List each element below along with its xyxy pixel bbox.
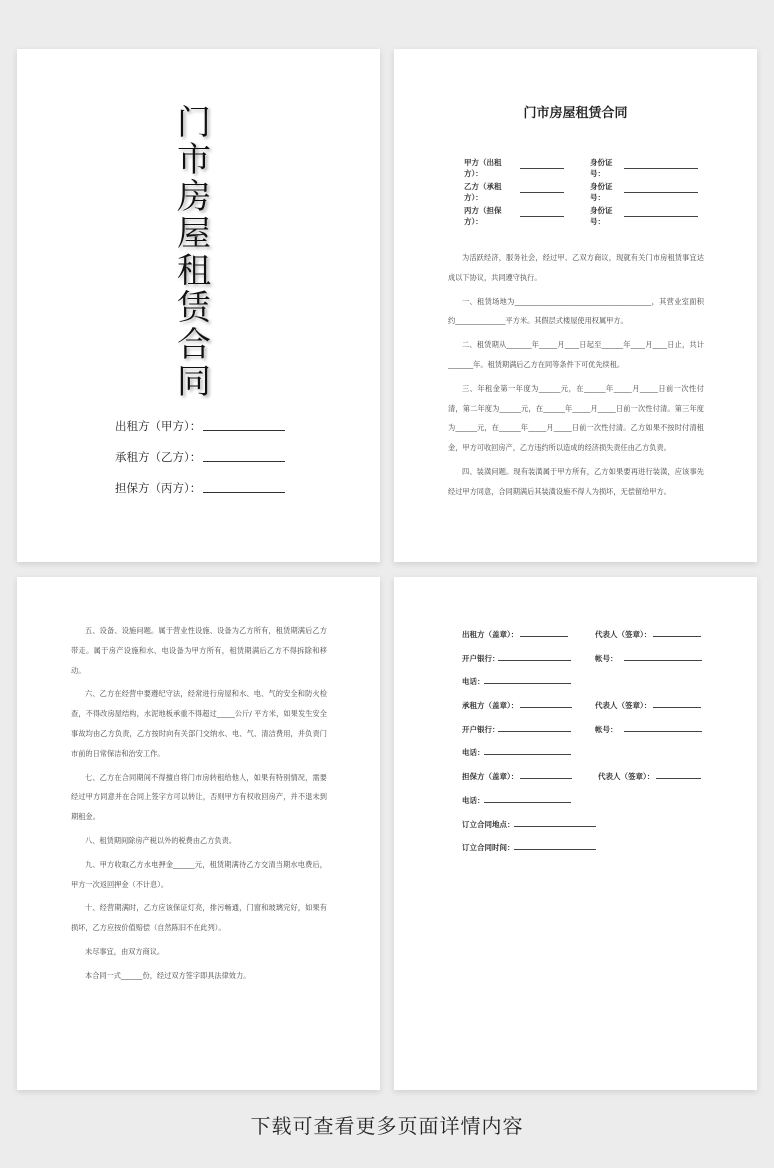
cover-title-char: 合 — [177, 325, 211, 365]
sig-time-blank — [514, 849, 596, 850]
signature-page — [394, 577, 757, 1090]
sig-phone-label: 电话： — [462, 795, 485, 805]
sig-guarantor-row — [462, 765, 712, 789]
sig-phone-label: 电话： — [462, 748, 485, 758]
sig-place-blank — [514, 826, 596, 827]
sig-rep-blank — [653, 636, 701, 637]
party-c-blank — [520, 216, 564, 217]
cover-lessor-blank — [203, 430, 285, 431]
sig-bank-blank — [498, 731, 571, 732]
party-b-label: 乙方（承租方）： — [464, 182, 502, 202]
party-a-id-label: 身份证号： — [590, 158, 613, 178]
clause-paragraph: 六、乙方在经营中要遵纪守法，经常进行房屋和水、电、气的安全和防火检查，不得改房屋结构，水泥地板承重不得超过_____公斤/ 平方米，如果发生安全事故均由乙方负责，乙方按时向有关部门交纳水、电、气、清洁费用，并负责门市前的日常保洁和治安工作。 — [71, 689, 327, 758]
sig-place-row — [462, 813, 712, 837]
party-b-row — [464, 180, 714, 204]
clause-paragraph: 七、乙方在合同期间不得擅自将门市房转租给他人，如果有特别情况，需要经过甲方同意并在合同上签字方可以转让，否则甲方有权收回房产，并不退未到期租金。 — [71, 772, 327, 822]
cover-title-char: 同 — [177, 362, 211, 402]
contract-body-1 — [448, 248, 704, 506]
party-b-id-blank — [624, 192, 698, 193]
clause-paragraph: 九、甲方收取乙方水电押金______元，租赁期满待乙方交清当期水电费后，甲方一次返回押金（不计息）。 — [71, 859, 327, 889]
clause-paragraph: 三、年租金第一年度为______元，在______年_____月_____日前一次性付清，第二年度为______元，在______年_____月_____日前一次性付清。第三年度为______元，在______年_____月_____日前一次性付清。乙方如果不按时付清租金，甲方可收回房产，乙方违约所以造成的经济损失责任由乙方负责。 — [448, 383, 704, 453]
cover-title-char: 房 — [177, 177, 211, 217]
sig-bank-blank — [498, 660, 571, 661]
clause-paragraph: 未尽事宜，由双方商议。 — [85, 946, 165, 956]
clause-paragraph: 四、装潢问题。现有装潢属于甲方所有，乙方如果要再进行装潢，应该事先经过甲方同意，合同期满后其装潢设施不得人为损坏，无偿留给甲方。 — [448, 466, 704, 496]
party-c-id-label: 身份证号： — [590, 206, 613, 226]
clause-paragraph: 八、租赁期间除房产税以外的税费由乙方负责。 — [85, 835, 236, 845]
sig-rep-label: 代表人（签章）： — [598, 772, 655, 782]
cover-title-char: 赁 — [177, 288, 211, 328]
sig-rep-label: 代表人（签章）： — [595, 630, 652, 639]
sig-phone-blank — [484, 802, 571, 803]
sig-guarantor-blank — [520, 778, 572, 779]
sig-phone-blank — [484, 754, 571, 755]
cover-title-char: 租 — [177, 251, 211, 291]
party-c-label: 丙方（担保方）： — [464, 206, 502, 226]
contract-body-2 — [71, 621, 327, 990]
cover-guarantor-blank — [203, 492, 285, 493]
cover-lessor-label: 出租方（甲方）： — [115, 419, 202, 433]
download-caption: 下载可查看更多页面详情内容 — [250, 1114, 524, 1138]
sig-lessor-blank — [520, 636, 568, 637]
sig-bank-row — [462, 647, 712, 671]
party-a-row — [464, 156, 714, 180]
sig-lessee-row — [462, 694, 712, 718]
contract-page-1 — [394, 49, 757, 562]
party-a-blank — [520, 168, 564, 169]
sig-lessor-row — [462, 623, 712, 647]
party-b-blank — [520, 192, 564, 193]
sig-bank-row — [462, 718, 712, 742]
sig-account-blank — [624, 731, 702, 732]
clause-paragraph: 二、租赁期从_______年_____月____日起至______年____月____日止，共计_______年。租赁期满后乙方在同等条件下可优先续租。 — [448, 340, 704, 369]
cover-title-char: 门 — [177, 103, 211, 143]
signature-block — [462, 623, 712, 860]
cover-page — [17, 49, 380, 562]
sig-phone-row — [462, 670, 712, 694]
sig-bank-label: 开户银行： — [462, 724, 500, 734]
sig-lessor-label: 出租方（盖章）： — [462, 630, 519, 639]
sig-guarantor-label: 担保方（盖章）： — [462, 772, 519, 782]
sig-phone-label: 电话： — [462, 677, 485, 687]
cover-parties — [115, 403, 285, 496]
sig-time-row — [462, 836, 712, 860]
party-grid — [464, 156, 714, 228]
sig-bank-label: 开户银行： — [462, 653, 500, 663]
contract-title: 门市房屋租赁合同 — [523, 106, 628, 121]
cover-lessee-label: 承租方（乙方）： — [115, 450, 202, 464]
clause-paragraph: 一、租赁场地为______________________________________，其营业室面积约______________平方米。其假层式楼屋使用权属甲方。 — [448, 296, 704, 326]
party-b-id-label: 身份证号： — [590, 182, 613, 202]
cover-title-char: 市 — [177, 140, 211, 180]
sig-account-label: 帐号： — [595, 653, 618, 663]
clause-paragraph: 十、经营期满时，乙方应该保证灯亮，排污畅通，门窗和玻璃完好，如果有损坏，乙方应按价值赔偿（自然陈旧不在此列）。 — [71, 903, 327, 933]
cover-title — [174, 105, 214, 401]
cover-title-char: 屋 — [177, 214, 211, 254]
clause-paragraph: 为活跃经济，服务社会，经过甲、乙双方商议，现就有关门市房租赁事宜达成以下协议，共同遵守执行。 — [448, 253, 704, 282]
party-a-id-blank — [624, 168, 698, 169]
sig-place-label: 订立合同地点： — [462, 819, 515, 829]
sig-account-blank — [624, 660, 702, 661]
sig-lessee-blank — [520, 707, 572, 708]
sig-account-label: 帐号： — [595, 724, 618, 734]
contract-page-2 — [17, 577, 380, 1090]
cover-lessor-row — [115, 403, 285, 434]
party-c-id-blank — [624, 216, 698, 217]
cover-guarantor-row — [115, 465, 285, 496]
clause-paragraph: 五、设备、设施问题。属于营业性设施、设备为乙方所有，租赁期满后乙方带走。属于房产设施和水、电设备为甲方所有，租赁期满后乙方不得拆除和移动。 — [71, 626, 327, 675]
cover-guarantor-label: 担保方（丙方）： — [115, 481, 202, 495]
cover-lessee-row — [115, 434, 285, 465]
sig-phone-row — [462, 741, 712, 765]
sig-phone-row — [462, 789, 712, 813]
party-c-row — [464, 204, 714, 228]
sig-rep-label: 代表人（签章）： — [595, 701, 652, 711]
sig-lessee-label: 承租方（盖章）： — [462, 701, 519, 711]
party-a-label: 甲方（出租方）： — [464, 158, 502, 178]
sig-rep-blank — [656, 778, 701, 779]
sig-time-label: 订立合同时间： — [462, 843, 515, 853]
clause-paragraph: 本合同一式______份，经过双方签字即具法律效力。 — [85, 970, 251, 980]
sig-phone-blank — [484, 683, 571, 684]
cover-lessee-blank — [203, 461, 285, 462]
sig-rep-blank — [653, 707, 701, 708]
